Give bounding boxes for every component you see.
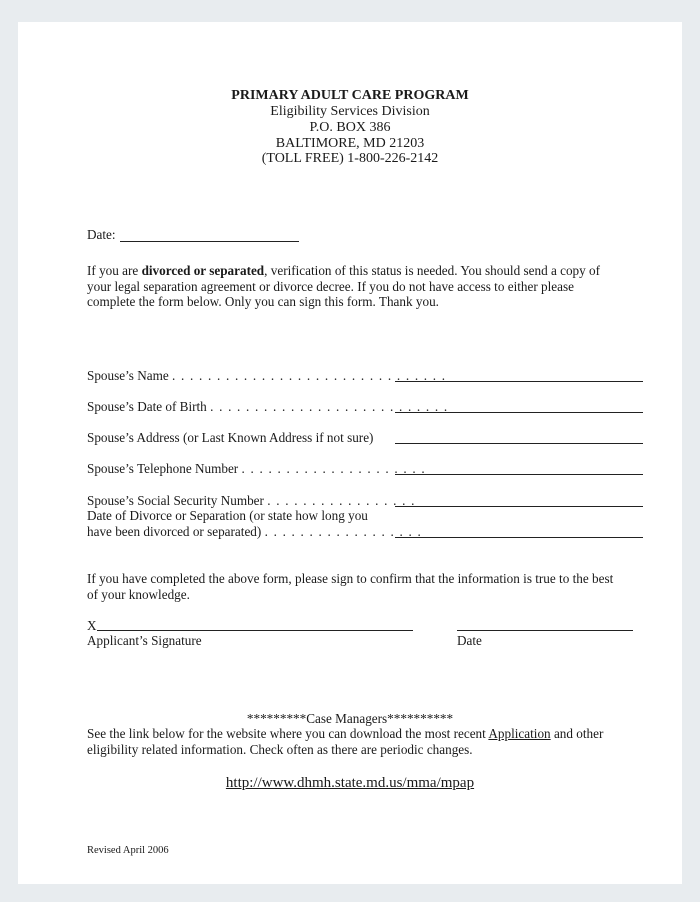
spouse-ssn-field[interactable]: [395, 506, 643, 507]
spouse-ssn-label: Spouse’s Social Security Number . . . . . . . . . . . . . . . . .: [87, 493, 416, 508]
spouse-phone-field[interactable]: [395, 474, 643, 475]
website-url-row: [18, 774, 682, 792]
spouse-dob-field[interactable]: [395, 412, 643, 413]
case-managers-heading: *********Case Managers**********: [246, 711, 454, 726]
date-label: Date:: [87, 227, 116, 242]
spouse-phone-label: Spouse’s Telephone Number . . . . . . . . . . . . . . . . . . . . .: [87, 461, 426, 476]
intro-line-2: your legal separation agreement or divorce decree. If you do not have access to either please: [87, 279, 574, 294]
confirm-line-2: of your knowledge.: [87, 587, 190, 602]
program-title: PRIMARY ADULT CARE PROGRAM: [231, 88, 469, 103]
signature-date-field[interactable]: [457, 630, 633, 631]
spouse-dob-label: Spouse’s Date of Birth . . . . . . . . . . . . . . . . . . . . . . . . . . .: [87, 399, 449, 414]
divorce-date-field[interactable]: [395, 537, 643, 538]
website-url-link[interactable]: http://www.dhmh.state.md.us/mma/mpap: [225, 775, 475, 791]
spouse-name-label: Spouse’s Name . . . . . . . . . . . . . . . . . . . . . . . . . . . . . . .: [87, 368, 447, 383]
divorce-date-label-2: have been divorced or separated) . . . . . . . . . . . . . . . . . .: [87, 524, 422, 539]
spouse-address-field[interactable]: [395, 443, 643, 444]
date-field[interactable]: [120, 241, 299, 242]
case-managers-line-1: See the link below for the website where you can download the most recent Application and other: [87, 726, 604, 741]
application-link[interactable]: Application: [488, 726, 551, 741]
confirm-line-1: If you have completed the above form, please sign to confirm that the information is true to the best: [87, 571, 614, 586]
phone-line: (TOLL FREE) 1-800-226-2142: [261, 151, 439, 166]
spouse-name-field[interactable]: [395, 381, 643, 382]
signature-date-label: Date: [457, 633, 482, 648]
applicant-signature-label: Applicant’s Signature: [87, 633, 202, 648]
intro-bold: divorced or separated: [141, 263, 265, 278]
po-box: P.O. BOX 386: [309, 120, 391, 135]
intro-line-1: If you are divorced or separated, verification of this status is needed. You should send a copy of: [87, 263, 601, 278]
revised-date: Revised April 2006: [87, 845, 169, 856]
form-page: [18, 22, 682, 884]
signature-x-mark: X: [87, 618, 97, 633]
spouse-address-label: Spouse’s Address (or Last Known Address if not sure): [87, 430, 374, 445]
applicant-signature-field[interactable]: [97, 630, 413, 631]
divorce-date-label-1: Date of Divorce or Separation (or state how long you: [87, 508, 368, 523]
intro-line-3: complete the form below. Only you can sign this form. Thank you.: [87, 294, 439, 309]
division-name: Eligibility Services Division: [270, 104, 430, 119]
city-line: BALTIMORE, MD 21203: [275, 136, 425, 151]
case-managers-line-2: eligibility related information. Check often as there are periodic changes.: [87, 742, 473, 757]
